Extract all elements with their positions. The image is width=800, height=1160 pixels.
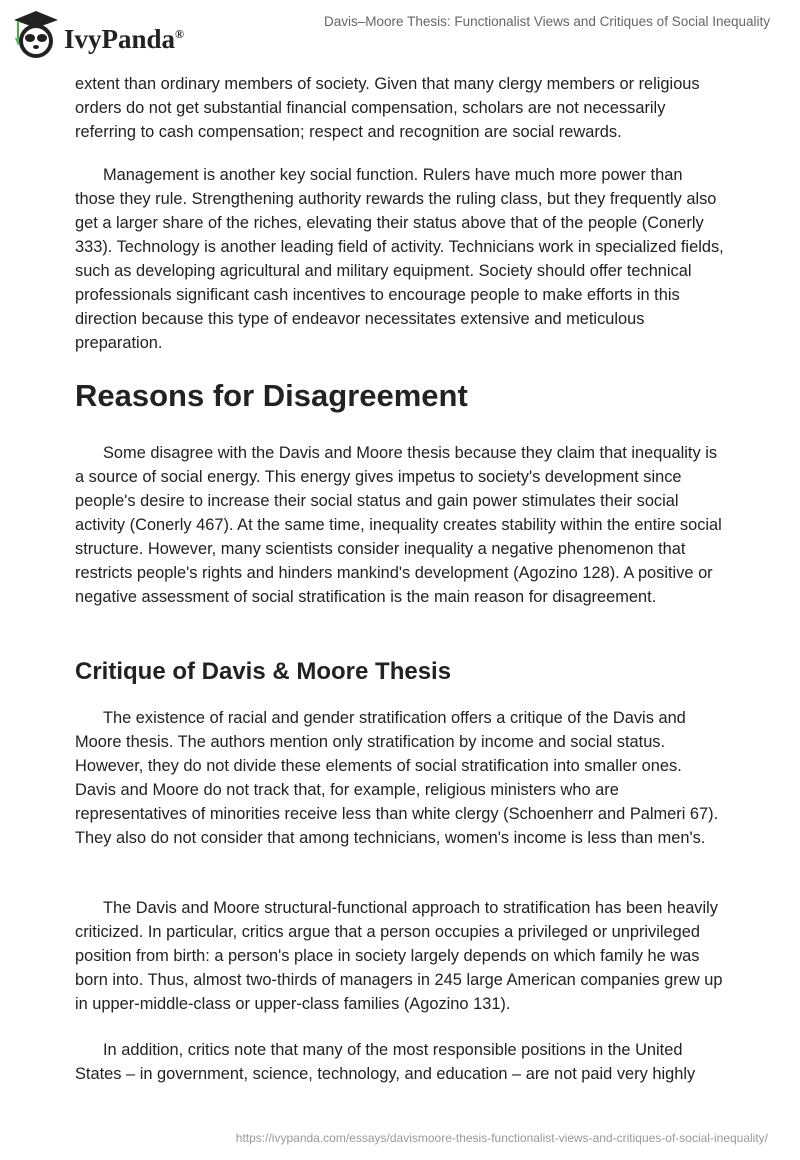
paragraph-text: In addition, critics note that many of the most responsible positions in the United States – in government, science, technology, and education – are not paid very highly [75, 1041, 696, 1083]
paragraph [75, 1038, 727, 1086]
subsection-heading: Critique of Davis & Moore Thesis [75, 658, 452, 685]
paragraph [75, 896, 727, 1016]
paragraph-text: Some disagree with the Davis and Moore thesis because they claim that inequality is a source of social energy. This energy gives impetus to society's development since people's desire to increase their social status and gain power stimulates their social activity (Conerly 467). At the same time, inequality creates stability within the entire social structure. However, many scientists consider inequality a negative phenomenon that restricts people's rights and hinders mankind's development (Agozino 128). A positive or negative assessment of social stratification is the main reason for disagreement. [75, 444, 722, 606]
paragraph-text: Management is another key social function. Rulers have much more power than those they rule. Strengthening authority rewards the ruling class, but they frequently also get a larger share of the riches, elevating their status above that of the people (Conerly 333). Technology is another leading field of activity. Technicians work in specialized fields, such as developing agricultural and military equipment. Society should offer technical professionals significant cash incentives to encourage people to make efforts in this direction because this type of endeavor necessitates extensive and meticulous preparation. [75, 166, 724, 352]
paragraph [75, 163, 727, 355]
paragraph [75, 441, 727, 609]
registered-mark: ® [175, 26, 185, 41]
paragraph [75, 72, 727, 144]
paragraph [75, 706, 727, 850]
document-title: Davis–Moore Thesis: Functionalist Views and Critiques of Social Inequality [324, 14, 770, 29]
paragraph-text: The Davis and Moore structural-functional approach to stratification has been heavily criticized. In particular, critics argue that a person occupies a privileged or unprivileged position from birth: a person's place in society largely depends on which family he was born into. Thus, almost two-thirds of managers in 245 large American companies grew up in upper-middle-class or upper-class families (Agozino 131). [75, 899, 723, 1013]
paragraph-text: extent than ordinary members of society. Given that many clergy members or religious orders do not get substantial financial compensation, scholars are not necessarily referring to cash compensation; respect and recognition are social rewards. [75, 75, 700, 141]
section-heading: Reasons for Disagreement [75, 378, 468, 413]
ivypanda-logo[interactable] [12, 8, 184, 60]
paragraph-text: The existence of racial and gender stratification offers a critique of the Davis and Moore thesis. The authors mention only stratification by income and social status. However, they do not divide these elements of social stratification into smaller ones. Davis and Moore do not track that, for example, religious ministers who are representatives of minorities receive less than white clergy (Schoenherr and Palmeri 67). They also do not consider that among technicians, women's income is less than men's. [75, 709, 719, 847]
source-url[interactable]: https://ivypanda.com/essays/davismoore-thesis-functionalist-views-and-critiques-of-social-inequality/ [235, 1131, 768, 1145]
brand-name: IvyPanda [64, 23, 176, 54]
panda-graduate-icon [12, 8, 58, 60]
